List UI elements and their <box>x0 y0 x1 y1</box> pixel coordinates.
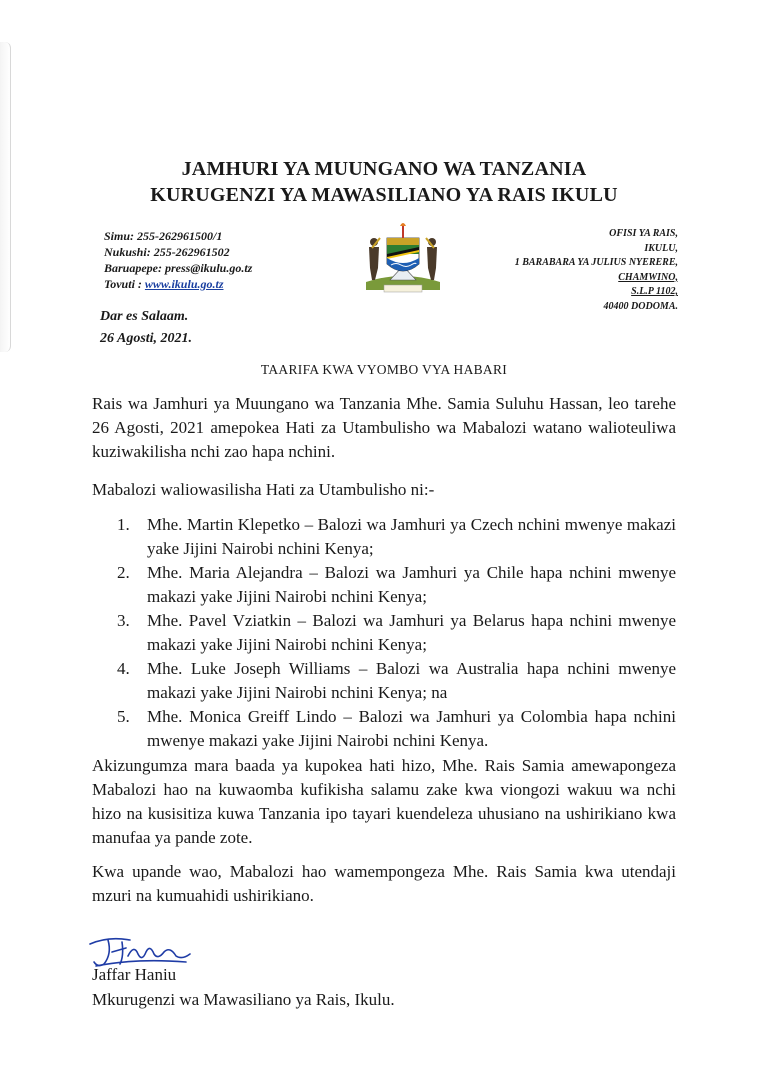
address-office: OFISI YA RAIS, <box>609 228 678 239</box>
document-heading: TAARIFA KWA VYOMBO VYA HABARI <box>260 362 508 377</box>
email-label: Baruapepe: <box>104 261 165 275</box>
header-title-line2: KURUGENZI YA MAWASILIANO YA RAIS IKULU <box>150 184 618 206</box>
address-street: 1 BARABARA YA JULIUS NYERERE, <box>514 257 678 268</box>
list-item-text: Mhe. Pavel Vziatkin – Balozi wa Jamhuri ya Belarus hapa nchini mwenye makazi yake Jijini Nairobi nchini Kenya; <box>147 611 676 654</box>
list-item <box>92 705 676 753</box>
email-line <box>104 260 252 276</box>
list-item-number: 3. <box>117 611 130 630</box>
list-item-text: Mhe. Maria Alejandra – Balozi wa Jamhuri ya Chile hapa nchini mwenye makazi yake Jijini Nairobi nchini Kenya; <box>147 563 676 606</box>
list-item <box>92 513 676 561</box>
list-item <box>92 561 676 609</box>
paragraph-remarks: Akizungumza mara baada ya kupokea hati hizo, Mhe. Rais Samia amewapongeza Mabalozi hao na kuwaomba kufikisha salamu zake kwa viongozi wakuu wa nchi hizo na kusisitiza kuwa Tanzania ipo tayari kuendeleza uhusiano na ushirikiano kwa manufaa ya pande zote. <box>92 756 676 847</box>
ambassador-list <box>92 513 676 753</box>
address-po-box: S.L.P 1102, <box>631 286 678 297</box>
address-ikulu: IKULU, <box>644 242 678 254</box>
list-item-number: 1. <box>117 515 130 534</box>
coat-of-arms-emblem <box>356 220 450 296</box>
signatory-title: Mkurugenzi wa Mawasiliano ya Rais, Ikulu. <box>92 990 395 1009</box>
contact-block-right <box>515 227 678 314</box>
list-item-number: 4. <box>117 659 130 678</box>
website-line <box>104 276 252 292</box>
address-postcode: 40400 DODOMA. <box>603 300 678 312</box>
date: 26 Agosti, 2021. <box>100 331 193 346</box>
place-date-block <box>100 306 192 350</box>
fax-number: Nukushi: 255-262961502 <box>104 245 230 259</box>
list-item-number: 5. <box>117 707 130 726</box>
signatory-name: Jaffar Haniu <box>92 965 177 984</box>
list-item <box>92 609 676 657</box>
website-link[interactable]: www.ikulu.go.tz <box>144 277 224 291</box>
list-item-number: 2. <box>117 563 130 582</box>
list-item-text: Mhe. Monica Greiff Lindo – Balozi wa Jamhuri ya Colombia hapa nchini mwenye makazi yake Jijini Nairobi nchini Kenya. <box>147 707 676 750</box>
list-item-text: Mhe. Luke Joseph Williams – Balozi wa Australia hapa nchini mwenye makazi yake Jijini Nairobi nchini Kenya; na <box>147 659 676 702</box>
list-item <box>92 657 676 705</box>
paragraph-intro: Rais wa Jamhuri ya Muungano wa Tanzania Mhe. Samia Suluhu Hassan, leo tarehe 26 Agosti, 2021 amepokea Hati za Utambulisho wa Mabalozi watano walioteuliwa kuziwakilisha nchi zao hapa nchini. <box>92 394 676 461</box>
address-town: CHAMWINO, <box>618 271 678 283</box>
signatory-block <box>92 962 395 1012</box>
website-label: Tovuti : <box>104 277 145 291</box>
contact-block-left <box>104 228 252 292</box>
list-intro: Mabalozi waliowasilisha Hati za Utambulisho ni:- <box>92 480 435 499</box>
place: Dar es Salaam. <box>100 309 189 324</box>
list-item-text: Mhe. Martin Klepetko – Balozi wa Jamhuri ya Czech nchini mwenye makazi yake Jijini Nairobi nchini Kenya; <box>147 515 676 558</box>
phone-number: Simu: 255-262961500/1 <box>104 229 223 243</box>
header-title-line1: JAMHURI YA MUUNGANO WA TANZANIA <box>181 158 587 180</box>
paragraph-response: Kwa upande wao, Mabalozi hao wamempongeza Mhe. Rais Samia kwa utendaji mzuri na kumuahidi ushirikiano. <box>92 862 676 905</box>
email-link[interactable]: press@ikulu.go.tz <box>165 261 253 275</box>
